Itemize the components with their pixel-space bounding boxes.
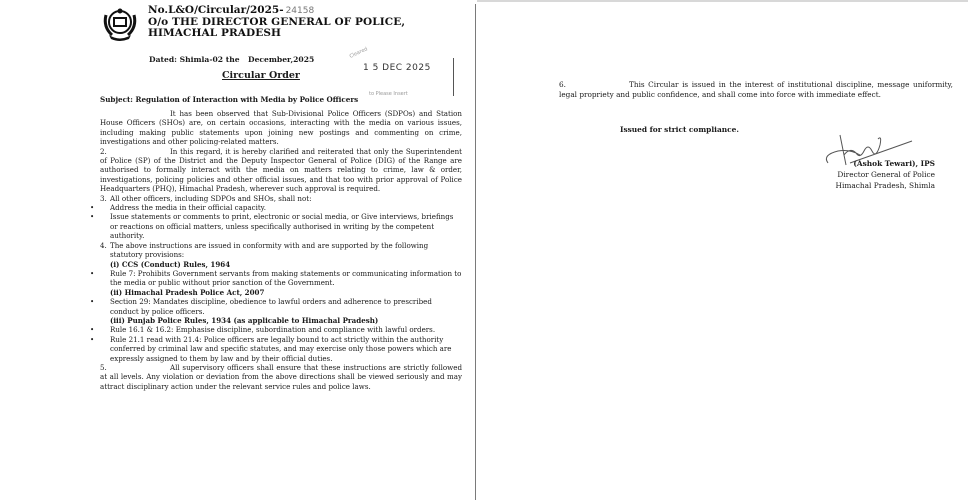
list-item: • Rule 16.1 & 16.2: Emphasise discipline, subordination and compliance with lawful orders. xyxy=(90,325,436,335)
office-state: HIMACHAL PRADESH xyxy=(148,27,282,39)
signature-block xyxy=(760,158,935,191)
office-name: O/o THE DIRECTOR GENERAL OF POLICE, xyxy=(148,16,406,28)
bullet-icon: • xyxy=(90,297,95,307)
bullet-icon: • xyxy=(90,334,95,344)
dated-place: Dated: Shimla-02 the xyxy=(149,55,240,64)
bullet-icon: • xyxy=(90,203,95,213)
subject-line: Subject: Regulation of Interaction with Media by Police Officers xyxy=(100,95,359,104)
paragraph-5: 5. All supervisory officers shall ensure that these instructions are strictly followed at all levels. Any violation or deviation from the above directions shall be viewed seriously and may attract disciplinary action under the relevant service rules and police laws. xyxy=(100,362,462,391)
letterhead xyxy=(148,5,405,39)
page-2 xyxy=(477,0,968,502)
bullet-icon: • xyxy=(90,325,95,335)
stamp-date: 1 5 DEC 2025 xyxy=(363,63,431,73)
received-stamp xyxy=(347,48,459,108)
paragraph-4: 4. The above instructions are issued in conformity with and are supported by the following statutory provisions: (i) CCS (Conduct) Rules, 1964 • Rule 7: Prohibits Government servants from making statements or communicating information to the media or public without prior sanction of the Government. (ii) Himachal Pradesh Police Act, 2007 • Section 29: Mandates discipline, obedience to lawful orders and adherence to prescribed conduct by police officers. (iii) Punjab Police Rules, 1934 (as applicable to Himachal Pradesh) • Rule 16.1 & 16.2: Emphasise discipline, subordination and compliance with lawful orders. • Rule 21.1 read with 21.4: Police officers are legally bound to act strictly within the authority conferred by criminal law and specific statutes, and may exercise only those powers which are expressly assigned to them by law and by their official duties. xyxy=(100,241,462,363)
dated-line xyxy=(149,55,315,64)
signatory-designation: Director General of Police xyxy=(837,170,935,179)
stamp-subtext: to Please Insert xyxy=(369,91,408,97)
stamp-border xyxy=(453,58,454,96)
paragraph-2: 2. In this regard, it is hereby clarified and reiterated that only the Superintendent of Police (SP) of the District and the Deputy Inspector General of Police (DIG) of the Range are authorised to formally interact with the media on matters relating to crime, law & order, investigations, policing policies and other official issues, and that too with prior approval of Police Headquarters (PHQ), Himachal Pradesh, wherever such approval is required. xyxy=(100,146,462,194)
dated-month: December,2025 xyxy=(248,55,315,64)
bullet-icon: • xyxy=(90,268,95,278)
section-heading: (ii) Himachal Pradesh Police Act, 2007 xyxy=(110,287,265,297)
list-item: • Section 29: Mandates discipline, obedience to lawful orders and adherence to prescribed conduct by police officers. xyxy=(90,297,432,316)
issued-for-line: Issued for strict compliance. xyxy=(620,125,739,134)
paragraph-1: It has been observed that Sub-Divisional Police Officers (SDPOs) and Station House Officers (SHOs) are, on certain occasions, interacting with the media on various issues, including making public statements upon joining new postings and commenting on crime, investigations and other policing-related matters. xyxy=(100,109,462,147)
list-item: • Address the media in their official capacity. xyxy=(90,203,267,213)
signatory-location: Himachal Pradesh, Shimla xyxy=(835,181,935,190)
signatory-name: (Ashok Tewari), IPS xyxy=(853,159,935,168)
police-emblem-icon xyxy=(100,5,140,43)
paragraph-6: 6. This Circular is issued in the interest of institutional discipline, message uniformity, legal propriety and public confidence, and shall come into force with immediate effect. xyxy=(559,80,953,99)
page-1 xyxy=(0,0,476,500)
list-item: • Issue statements or comments to print, electronic or social media, or Give interviews, briefings or reactions on official matters, unless specifically authorised in writing by the competent authority. xyxy=(90,212,454,241)
paragraph-3: 3. All other officers, including SDPOs and SHOs, shall not: • Address the media in their official capacity. • Issue statements or comments to print, electronic or social media, or Give interviews, briefings or reactions on official matters, unless specifically authorised in writing by the competent authority. xyxy=(100,194,462,241)
page-divider xyxy=(475,4,476,500)
stamp-scribble: Cleared xyxy=(348,46,369,60)
list-item: • Rule 7: Prohibits Government servants from making statements or communicating information to the media or public without prior sanction of the Government. xyxy=(90,268,462,288)
section-heading: (iii) Punjab Police Rules, 1934 (as applicable to Himachal Pradesh) xyxy=(110,315,379,325)
document-title: Circular Order xyxy=(222,70,300,81)
reference-number: No.L&O/Circular/2025- xyxy=(148,4,284,16)
body-text xyxy=(90,109,462,391)
section-heading: (i) CCS (Conduct) Rules, 1964 xyxy=(110,259,231,269)
list-item: • Rule 21.1 read with 21.4: Police officers are legally bound to act strictly within the authority conferred by criminal law and specific statutes, and may exercise only those powers which are expressly assigned to them by law and by their official duties. xyxy=(90,334,452,363)
bullet-icon: • xyxy=(90,212,95,222)
handwritten-number: 24158 xyxy=(285,6,315,16)
